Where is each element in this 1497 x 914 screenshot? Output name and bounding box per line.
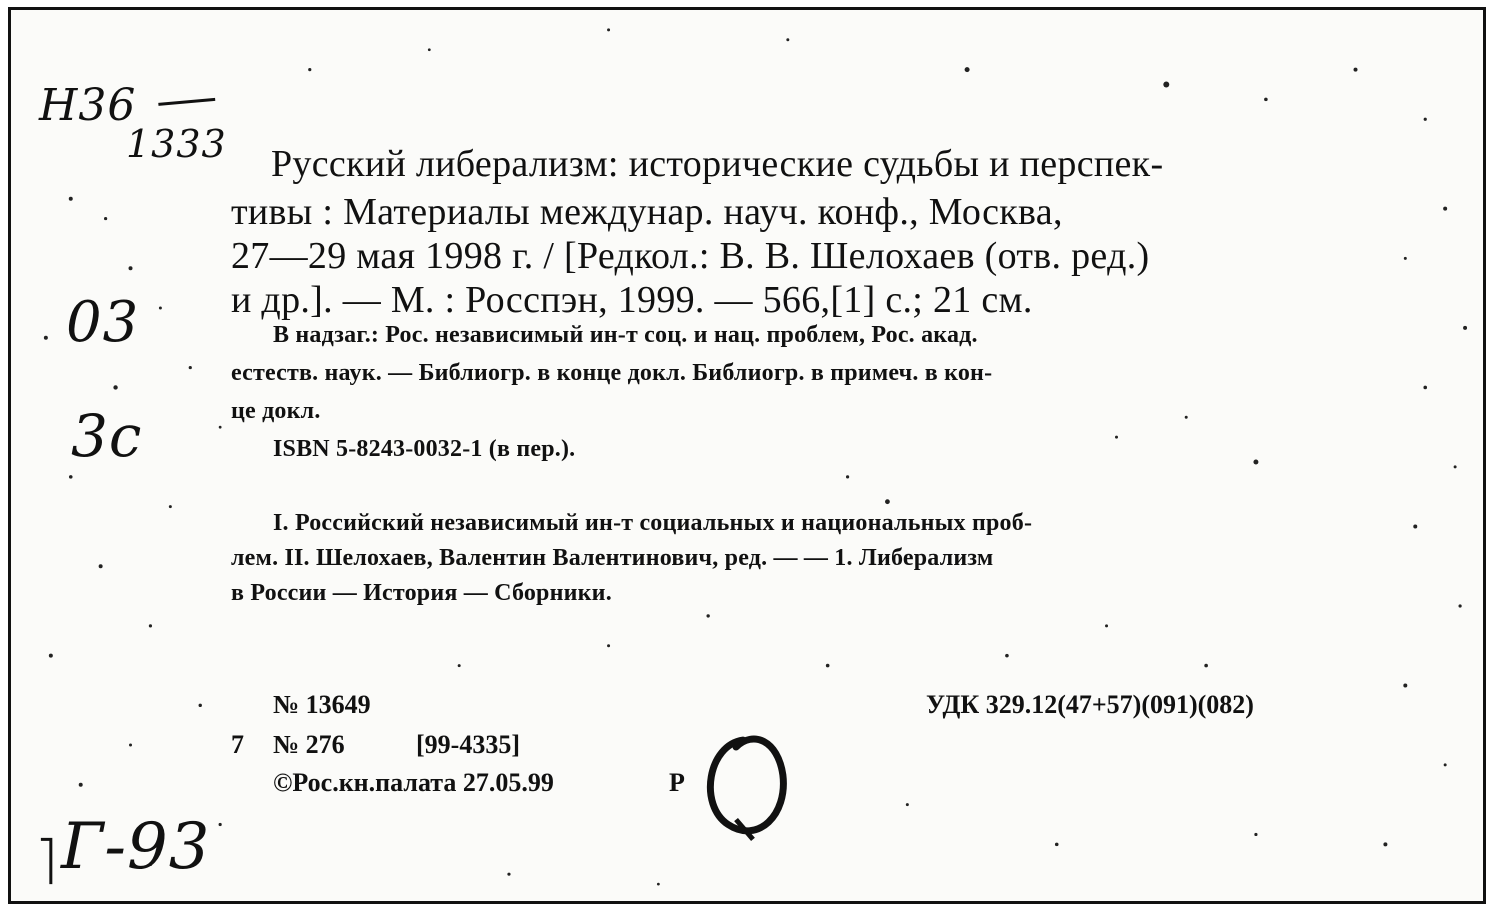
record-number: № 13649: [273, 690, 371, 719]
tracing-line-1: I. Российский независимый ин-т социальных и национальных проб-: [273, 510, 1033, 536]
title-line-1: Русский либерализм: исторические судьбы и перспек-: [271, 143, 1164, 185]
handwritten-mark-03: 03: [66, 290, 140, 355]
handwritten-mark-n36: Н36: [39, 80, 137, 131]
handwritten-call-number: Г-93: [61, 810, 211, 884]
title-line-3: 27—29 мая 1998 г. / [Редкол.: В. В. Шелохаев (отв. ред.): [231, 235, 1150, 277]
tracing-line-3: в России — История — Сборники.: [231, 580, 612, 606]
title-line-4: и др.]. — М. : Росспэн, 1999. — 566,[1] с.; 21 см.: [231, 279, 1033, 321]
card-number: № 276: [273, 730, 345, 759]
udc-code: УДК 329.12(47+57)(091)(082): [926, 690, 1254, 719]
tracing-line-2: лем. II. Шелохаев, Валентин Валентинович, ред. — — 1. Либерализм: [231, 545, 994, 571]
note-line-2: естеств. наук. — Библиогр. в конце докл. Библиогр. в примеч. в кон-: [231, 360, 993, 386]
handwritten-mark-3c: 3с: [71, 402, 143, 470]
note-line-1: В надзаг.: Рос. независимый ин-т соц. и нац. проблем, Рос. акад.: [273, 322, 978, 348]
trailing-letter: Р: [669, 768, 685, 797]
catalog-card: [8, 7, 1486, 904]
handwritten-mark-1333: 1333: [126, 122, 227, 166]
note-line-3: це докл.: [231, 398, 321, 424]
prefix-7: 7: [231, 730, 244, 759]
title-line-2: тивы : Материалы междунар. науч. конф., Москва,: [231, 191, 1063, 233]
book-chamber-stamp: ©Рос.кн.палата 27.05.99: [273, 768, 554, 797]
order-code: [99-4335]: [416, 730, 520, 759]
isbn: ISBN 5-8243-0032-1 (в пер.).: [273, 436, 576, 462]
